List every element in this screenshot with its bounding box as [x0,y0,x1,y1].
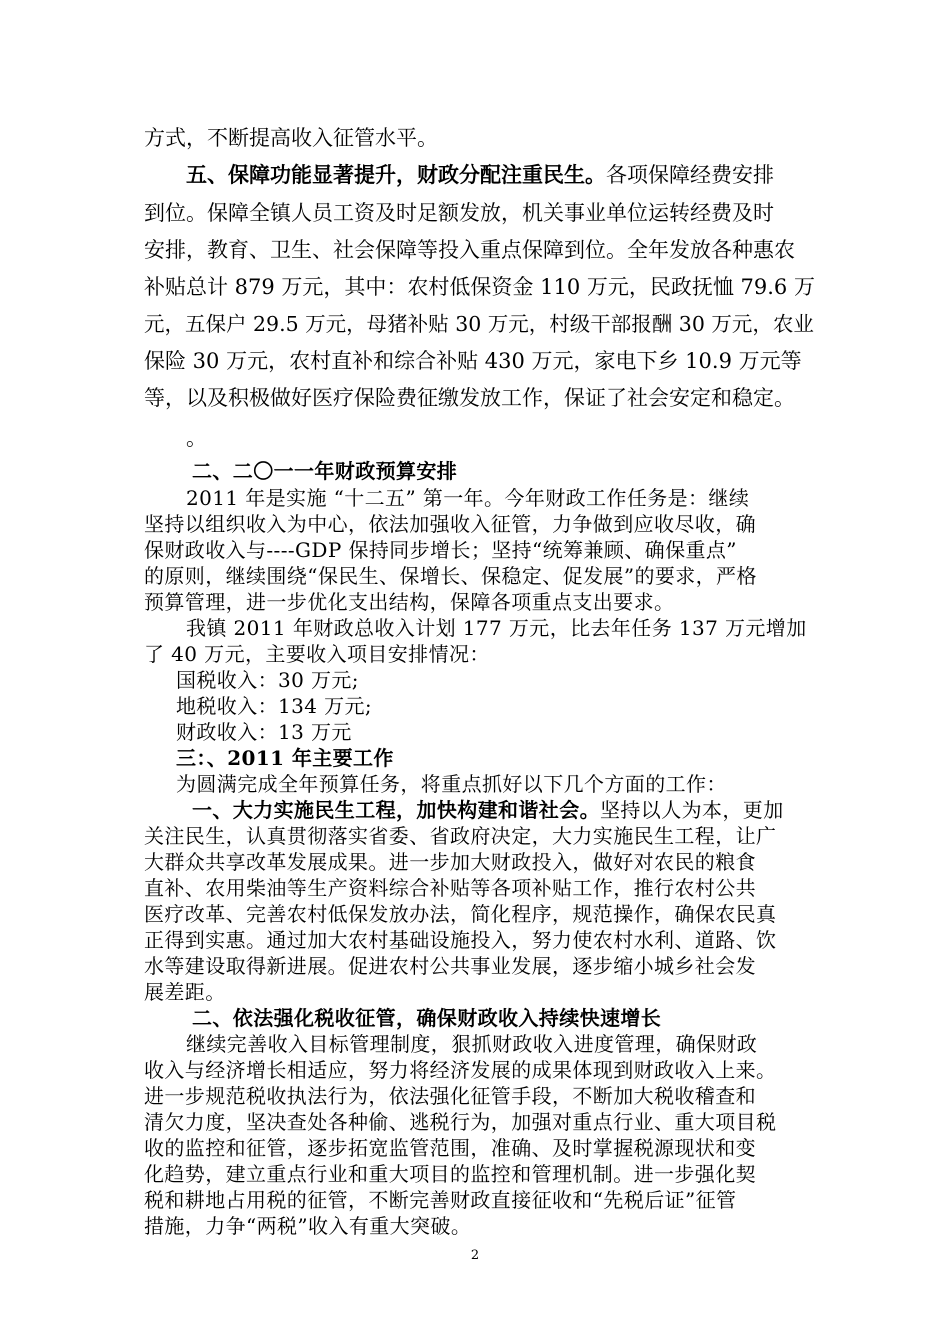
list-item: 财政收入：13 万元 [176,720,352,744]
text-line: 。 [186,426,207,450]
text-line: 展差距。 [144,980,226,1004]
text-line: 等，以及积极做好医疗保险费征缴发放工作，保证了社会安定和稳定。 [144,386,795,410]
text-line: 措施，力争“两税”收入有重大突破。 [144,1214,472,1238]
text-line: 水等建设取得新进展。促进农村公共事业发展，逐步缩小城乡社会发 [144,954,756,978]
list-item: 地税收入：134 万元; [176,694,373,718]
text-line: 保财政收入与----GDP 保持同步增长；坚持“统筹兼顾、确保重点” [144,538,737,562]
text-line: 化趋势，建立重点行业和重大项目的监控和管理机制。进一步强化契 [144,1162,756,1186]
text-line: 了 40 万元，主要收入项目安排情况： [144,642,490,666]
text-line: 税和耕地占用税的征管，不断完善财政直接征收和“先税后证”征管 [144,1188,737,1212]
text-line: 大群众共享改革发展成果。进一步加大财政投入，做好对农民的粮食 [144,850,756,874]
text-line: 清欠力度，坚决查处各种偷、逃税行为，加强对重点行业、重大项目税 [144,1110,777,1134]
text-line: 的原则，继续围绕“保民生、保增长、保稳定、促发展”的要求，严格 [144,564,757,588]
text-line: 补贴总计 879 万元，其中：农村低保资金 110 万元，民政抚恤 79.6 万 [144,275,815,299]
item-one-text: 坚持以人为本，更加 [600,798,784,822]
text-line: 关注民生，认真贯彻落实省委、省政府决定，大力实施民生工程，让广 [144,824,777,848]
text-line: 元，五保户 29.5 万元，母猪补贴 30 万元，村级干部报酬 30 万元，农业 [144,312,814,336]
text-line: 预算管理，进一步优化支出结构，保障各项重点支出要求。 [144,590,675,614]
text-line: 收的监控和征管，逐步拓宽监管范围，准确、及时掌握税源现状和变 [144,1136,756,1160]
text-line: 我镇 2011 年财政总收入计划 177 万元，比去年任务 137 万元增加 [186,616,807,640]
item-one-heading: 一、大力实施民生工程，加快构建和谐社会。 [192,798,600,822]
section-five-text: 各项保障经费安排 [606,163,774,187]
text-line: 医疗改革、完善农村低保发放办法，简化程序，规范操作，确保农民真 [144,902,777,926]
item-one-paragraph-start [192,797,816,824]
text-line: 继续完善收入目标管理制度，狠抓财政收入进度管理，确保财政 [186,1032,758,1056]
text-line: 保险 30 万元，农村直补和综合补贴 430 万元，家电下乡 10.9 万元等 [144,349,802,373]
section-heading: 三：、2011 年主要工作 [176,746,394,770]
text-line: 方式，不断提高收入征管水平。 [144,126,438,150]
section-five-heading: 五、保障功能显著提升，财政分配注重民生。 [186,162,606,187]
text-line: 正得到实惠。通过加大农村基础设施投入，努力使农村水利、道路、饮 [144,928,777,952]
text-line: 坚持以组织收入为中心，依法加强收入征管，力争做到应收尽收，确 [144,512,756,536]
text-line: 收入与经济增长相适应，努力将经济发展的成果体现到财政收入上来。 [144,1058,777,1082]
list-item: 国税收入：30 万元; [176,668,359,692]
text-line: 到位。保障全镇人员工资及时足额发放，机关事业单位运转经费及时 [144,201,774,225]
text-line: 为圆满完成全年预算任务，将重点抓好以下几个方面的工作： [176,772,727,796]
section-heading: 二、依法强化税收征管，确保财政收入持续快速增长 [192,1006,662,1030]
text-line: 直补、农用柴油等生产资料综合补贴等各项补贴工作，推行农村公共 [144,876,756,900]
text-line: 安排，教育、卫生、社会保障等投入重点保障到位。全年发放各种惠农 [144,238,795,262]
section-five-paragraph-start [186,157,816,193]
page-number: 2 [470,1248,480,1263]
text-line: 2011 年是实施 “十二五” 第一年。今年财政工作任务是：继续 [186,486,750,510]
section-heading: 二、二〇一一年财政预算安排 [192,459,458,483]
text-line: 进一步规范税收执法行为，依法强化征管手段，不断加大税收稽查和 [144,1084,756,1108]
